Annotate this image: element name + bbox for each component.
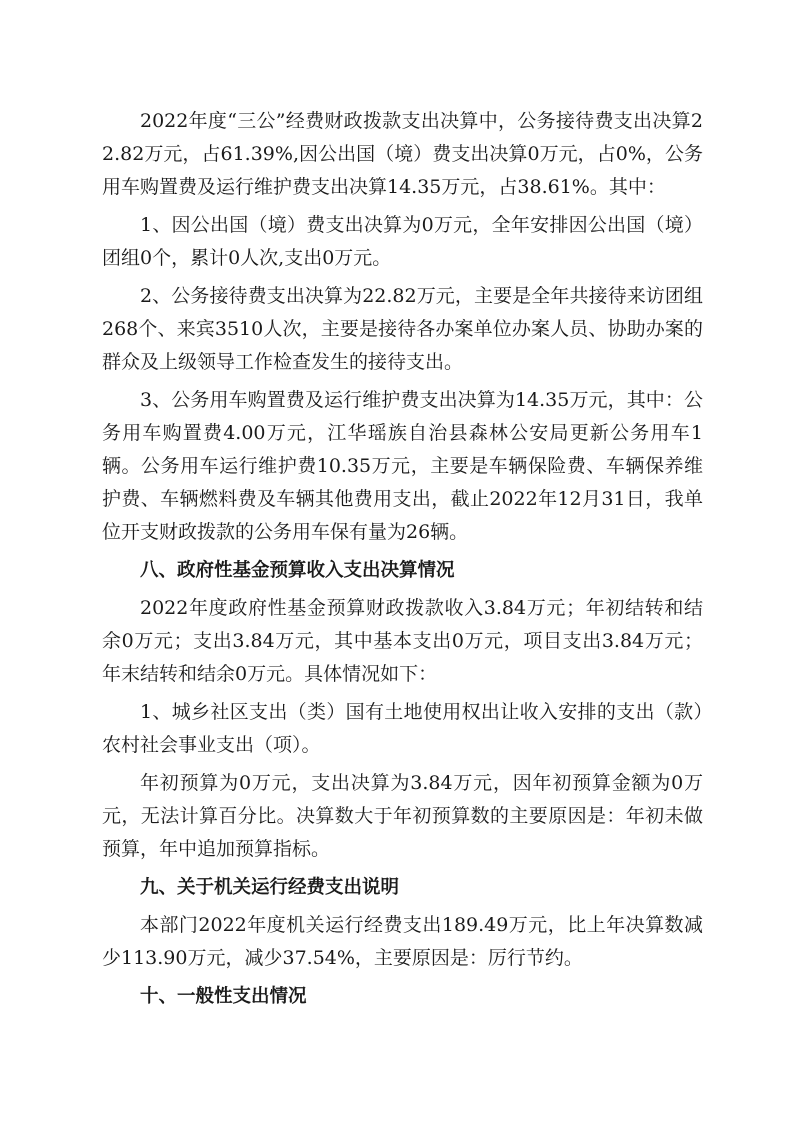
- paragraph-sangong-summary: 2022年度“三公”经费财政拨款支出决算中，公务接待费支出决算22.82万元，占61.39%,因公出国（境）费支出决算0万元，占0%，公务用车购置费及运行维护费支出决算14.35万元，占38.61%。其中：: [102, 110, 703, 198]
- paragraph-operating-expenses: 本部门2022年度机关运行经费支出189.49万元，比上年决算数减少113.90万元，减少37.54%，主要原因是：厉行节约。: [102, 914, 703, 969]
- section-heading-10: 十、一般性支出情况: [140, 986, 307, 1007]
- section-heading-9: 九、关于机关运行经费支出说明: [140, 877, 400, 898]
- paragraph-reception: 2、公务接待费支出决算为22.82万元，主要是全年共接待来访团组268个、来宾3510人次，主要是接待各办案单位办案人员、协助办案的群众及上级领导工作检查发生的接待支出。: [102, 285, 703, 373]
- paragraph-fund-budget: 年初预算为0万元，支出决算为3.84万元，因年初预算金额为0万元，无法计算百分比。决算数大于年初预算数的主要原因是：年初未做预算，年中追加预算指标。: [102, 772, 703, 860]
- paragraph-fund-summary: 2022年度政府性基金预算财政拨款收入3.84万元；年初结转和结余0万元；支出3.84万元，其中基本支出0万元，项目支出3.84万元；年末结转和结余0万元。具体情况如下：: [102, 597, 703, 685]
- paragraph-vehicles: 3、公务用车购置费及运行维护费支出决算为14.35万元，其中：公务用车购置费4.00万元，江华瑶族自治县森林公安局更新公务用车1辆。公务用车运行维护费10.35万元，主要是车辆保险费、车辆保养维护费、车辆燃料费及车辆其他费用支出，截止2022年12月31日，我单位开支财政拨款的公务用车保有量为26辆。: [102, 389, 703, 543]
- paragraph-overseas-travel: 1、因公出国（境）费支出决算为0万元，全年安排因公出国（境）团组0个，累计0人次,支出0万元。: [102, 214, 703, 269]
- paragraph-fund-item: 1、城乡社区支出（类）国有土地使用权出让收入安排的支出（款）农村社会事业支出（项）。: [102, 701, 703, 756]
- section-heading-8: 八、政府性基金预算收入支出决算情况: [140, 560, 455, 581]
